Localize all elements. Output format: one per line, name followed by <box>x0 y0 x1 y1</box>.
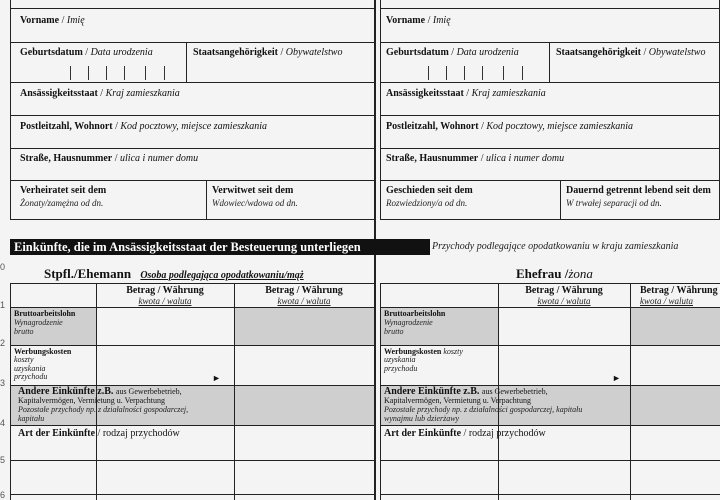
divorced-label: Geschieden seit dem <box>386 185 473 196</box>
gross-wage-amount-field[interactable] <box>499 308 629 344</box>
income-costs-amount-field[interactable] <box>631 346 719 384</box>
income-costs-amount-field[interactable] <box>97 346 233 384</box>
married-label: Verheiratet seit dem <box>20 185 107 196</box>
separated-label-pl: W trwałej separacji od dn. <box>566 198 662 208</box>
amount-column-header: Betrag / Währung kwota / waluta <box>640 285 718 306</box>
taxpayer-heading: Stpfl./Ehemann Osoba podlegająca opodatkowaniu/mąż <box>44 266 304 281</box>
margin-number: 3 <box>0 378 6 388</box>
section-title-pl: Przychody podlegające opodatkowaniu w kraju zamieszkania <box>432 241 679 252</box>
widowed-label-pl: Wdowiec/wdowa od dn. <box>212 198 298 208</box>
income-costs-label: Werbungskosten koszty uzyskania przychodu <box>14 347 72 382</box>
income-type-label: Art der Einkünfte / rodzaj przychodów <box>384 428 546 439</box>
gross-wage-label: Bruttoarbeitslohn Wynagrodzenie brutto <box>14 309 76 336</box>
amount-column-header: Betrag / Währung kwota / waluta <box>525 285 603 306</box>
residence-state-label: Ansässigkeitsstaat / Kraj zamieszkania <box>386 88 546 99</box>
margin-number: 5 <box>0 455 6 465</box>
income-type-field[interactable] <box>499 426 629 459</box>
amount-column-header: Betrag / Währung kwota / waluta <box>265 285 343 306</box>
margin-number: 1 <box>0 300 6 310</box>
margin-number: 6 <box>0 490 6 500</box>
widowed-label: Verwitwet seit dem <box>212 185 294 196</box>
citizenship-label: Staatsangehörigkeit / Obywatelstwo <box>556 47 706 58</box>
arrow-marker: ► <box>612 373 621 383</box>
postal-code-label: Postleitzahl, Wohnort / Kod pocztowy, miejsce zamieszkania <box>20 121 268 132</box>
margin-number: 0 <box>0 262 6 272</box>
income-costs-amount-field[interactable] <box>499 346 629 384</box>
street-label: Straße, Hausnummer / ulica i numer domu <box>20 153 199 164</box>
first-name-label: Vorname / Imię <box>20 15 85 26</box>
citizenship-label: Staatsangehörigkeit / Obywatelstwo <box>193 47 343 58</box>
postal-code-label: Postleitzahl, Wohnort / Kod pocztowy, miejsce zamieszkania <box>386 121 634 132</box>
income-type-label: Art der Einkünfte / rodzaj przychodów <box>18 428 180 439</box>
other-income-label: Andere Einkünfte z.B. aus Gewerbebetrieb, Kapitalvermögen, Vermietung u. Verpachtung Pozostałe przychody np. z działalności gospodarczej, kapitału wynajmu lub dzierżawy <box>384 386 583 423</box>
margin-number: 2 <box>0 338 6 348</box>
married-label-pl: Żonaty/zamężna od dn. <box>20 198 104 208</box>
birth-date-label: Geburtsdatum / Data urodzenia <box>20 47 153 58</box>
street-label: Straße, Hausnummer / ulica i numer domu <box>386 153 565 164</box>
gross-wage-amount-field[interactable] <box>97 308 233 344</box>
income-costs-amount-field[interactable] <box>235 346 373 384</box>
income-type-field[interactable] <box>97 426 233 459</box>
grid-line <box>10 0 11 220</box>
residence-state-label: Ansässigkeitsstaat / Kraj zamieszkania <box>20 88 180 99</box>
arrow-marker: ► <box>212 373 221 383</box>
section-title-bar: Einkünfte, die im Ansässigkeitsstaat der Besteuerung unterliegen <box>10 239 430 255</box>
divorced-label-pl: Rozwiedziony/a od dn. <box>386 198 468 208</box>
separated-label: Dauernd getrennt lebend seit dem <box>566 185 711 196</box>
amount-column-header: Betrag / Währung kwota / waluta <box>126 285 204 306</box>
gross-wage-label: Bruttoarbeitslohn Wynagrodzenie brutto <box>384 309 446 336</box>
margin-number: 4 <box>0 418 6 428</box>
wife-heading: Ehefrau /żona <box>516 266 593 281</box>
grid-line <box>380 0 381 220</box>
income-costs-label: Werbungskosten koszty uzyskania przychodu <box>384 347 463 373</box>
other-income-label: Andere Einkünfte z.B. aus Gewerbebetrieb, Kapitalvermögen, Vermietung u. Verpachtung Pozostałe przychody np. z działalności gospodarczej, kapitału <box>18 386 189 423</box>
first-name-label: Vorname / Imię <box>386 15 451 26</box>
birth-date-label: Geburtsdatum / Data urodzenia <box>386 47 519 58</box>
